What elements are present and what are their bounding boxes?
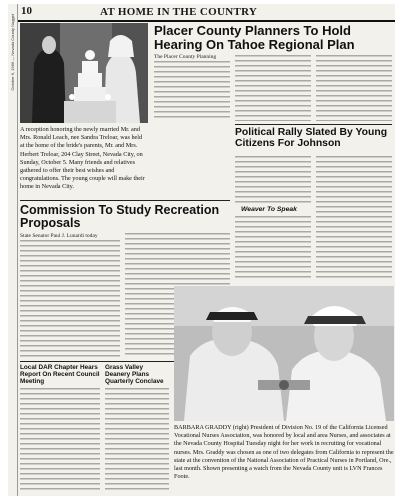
political-text-col-1 (235, 156, 311, 204)
planning-text-col-2 (235, 55, 311, 121)
grass-valley-title: Grass Valley Deanery Plans Quarterly Conclave (105, 364, 164, 386)
wedding-photo (20, 23, 148, 123)
nurses-photo (174, 286, 394, 421)
nurses-caption: BARBARA GRADDY (right) President of Division No. 19 of the California Licensed Vocational Nurses Association, was honored by local and area Nurses, and associates at the Nevada County Hospital Tuesday night for her work in recruiting for vocational nurses. Mrs. Graddy was chosen as one of two delegates from California to represent the state at the convention of the National Association of Practical Nurses in Portland, Ore., last month. Shown presenting a watch from the Nevada County unit is LVN Frances Foote. (174, 424, 394, 481)
newspaper-page (8, 4, 395, 496)
planning-text-col-3 (316, 55, 392, 121)
page-number: 10 (21, 5, 32, 17)
masthead (18, 4, 395, 22)
nurses-photo-art (174, 286, 394, 421)
section-title: AT HOME IN THE COUNTRY (100, 6, 258, 18)
recreation-headline: Commission To Study Recreation Proposals (20, 203, 220, 231)
political-subhead: Weaver To Speak (241, 206, 297, 213)
recreation-lead: State Senator Paul J. Lunardi today (20, 233, 98, 239)
political-text-col-1b (235, 216, 311, 280)
planning-headline: Placer County Planners To Hold Hearing On Tahoe Regional Plan (154, 23, 355, 52)
dar-text (20, 388, 100, 492)
dar-title: Local DAR Chapter Hears Report On Recent Council Meeting (20, 364, 100, 386)
grass-valley-text (105, 388, 169, 492)
political-text-col-2 (316, 156, 392, 280)
wedding-caption: A reception honoring the newly married Mr. and Mrs. Ronald Leach, nee Sandra Treloar, was held at the home of the bride's parents, Mr. and Mrs. Herbert Treloar, 204 Clay Street, Nevada City, on Sunday, October 5. Many friends and relatives gathered to offer their best wishes and congratulations. The young couple will make their home in Nevada City. (20, 126, 145, 191)
rule-political (235, 124, 392, 125)
planning-lead: The Placer County Planning (154, 54, 217, 60)
rule-recreation (20, 200, 230, 201)
wedding-photo-art (20, 23, 148, 123)
page-spine (8, 4, 18, 496)
recreation-text-col-1 (20, 240, 120, 358)
planning-text-col-1 (154, 61, 230, 121)
political-headline: Political Rally Slated By Young Citizens For Johnson (235, 127, 388, 149)
spine-dateline: October 6, 1966 — Nevada County Nugget (10, 14, 15, 91)
